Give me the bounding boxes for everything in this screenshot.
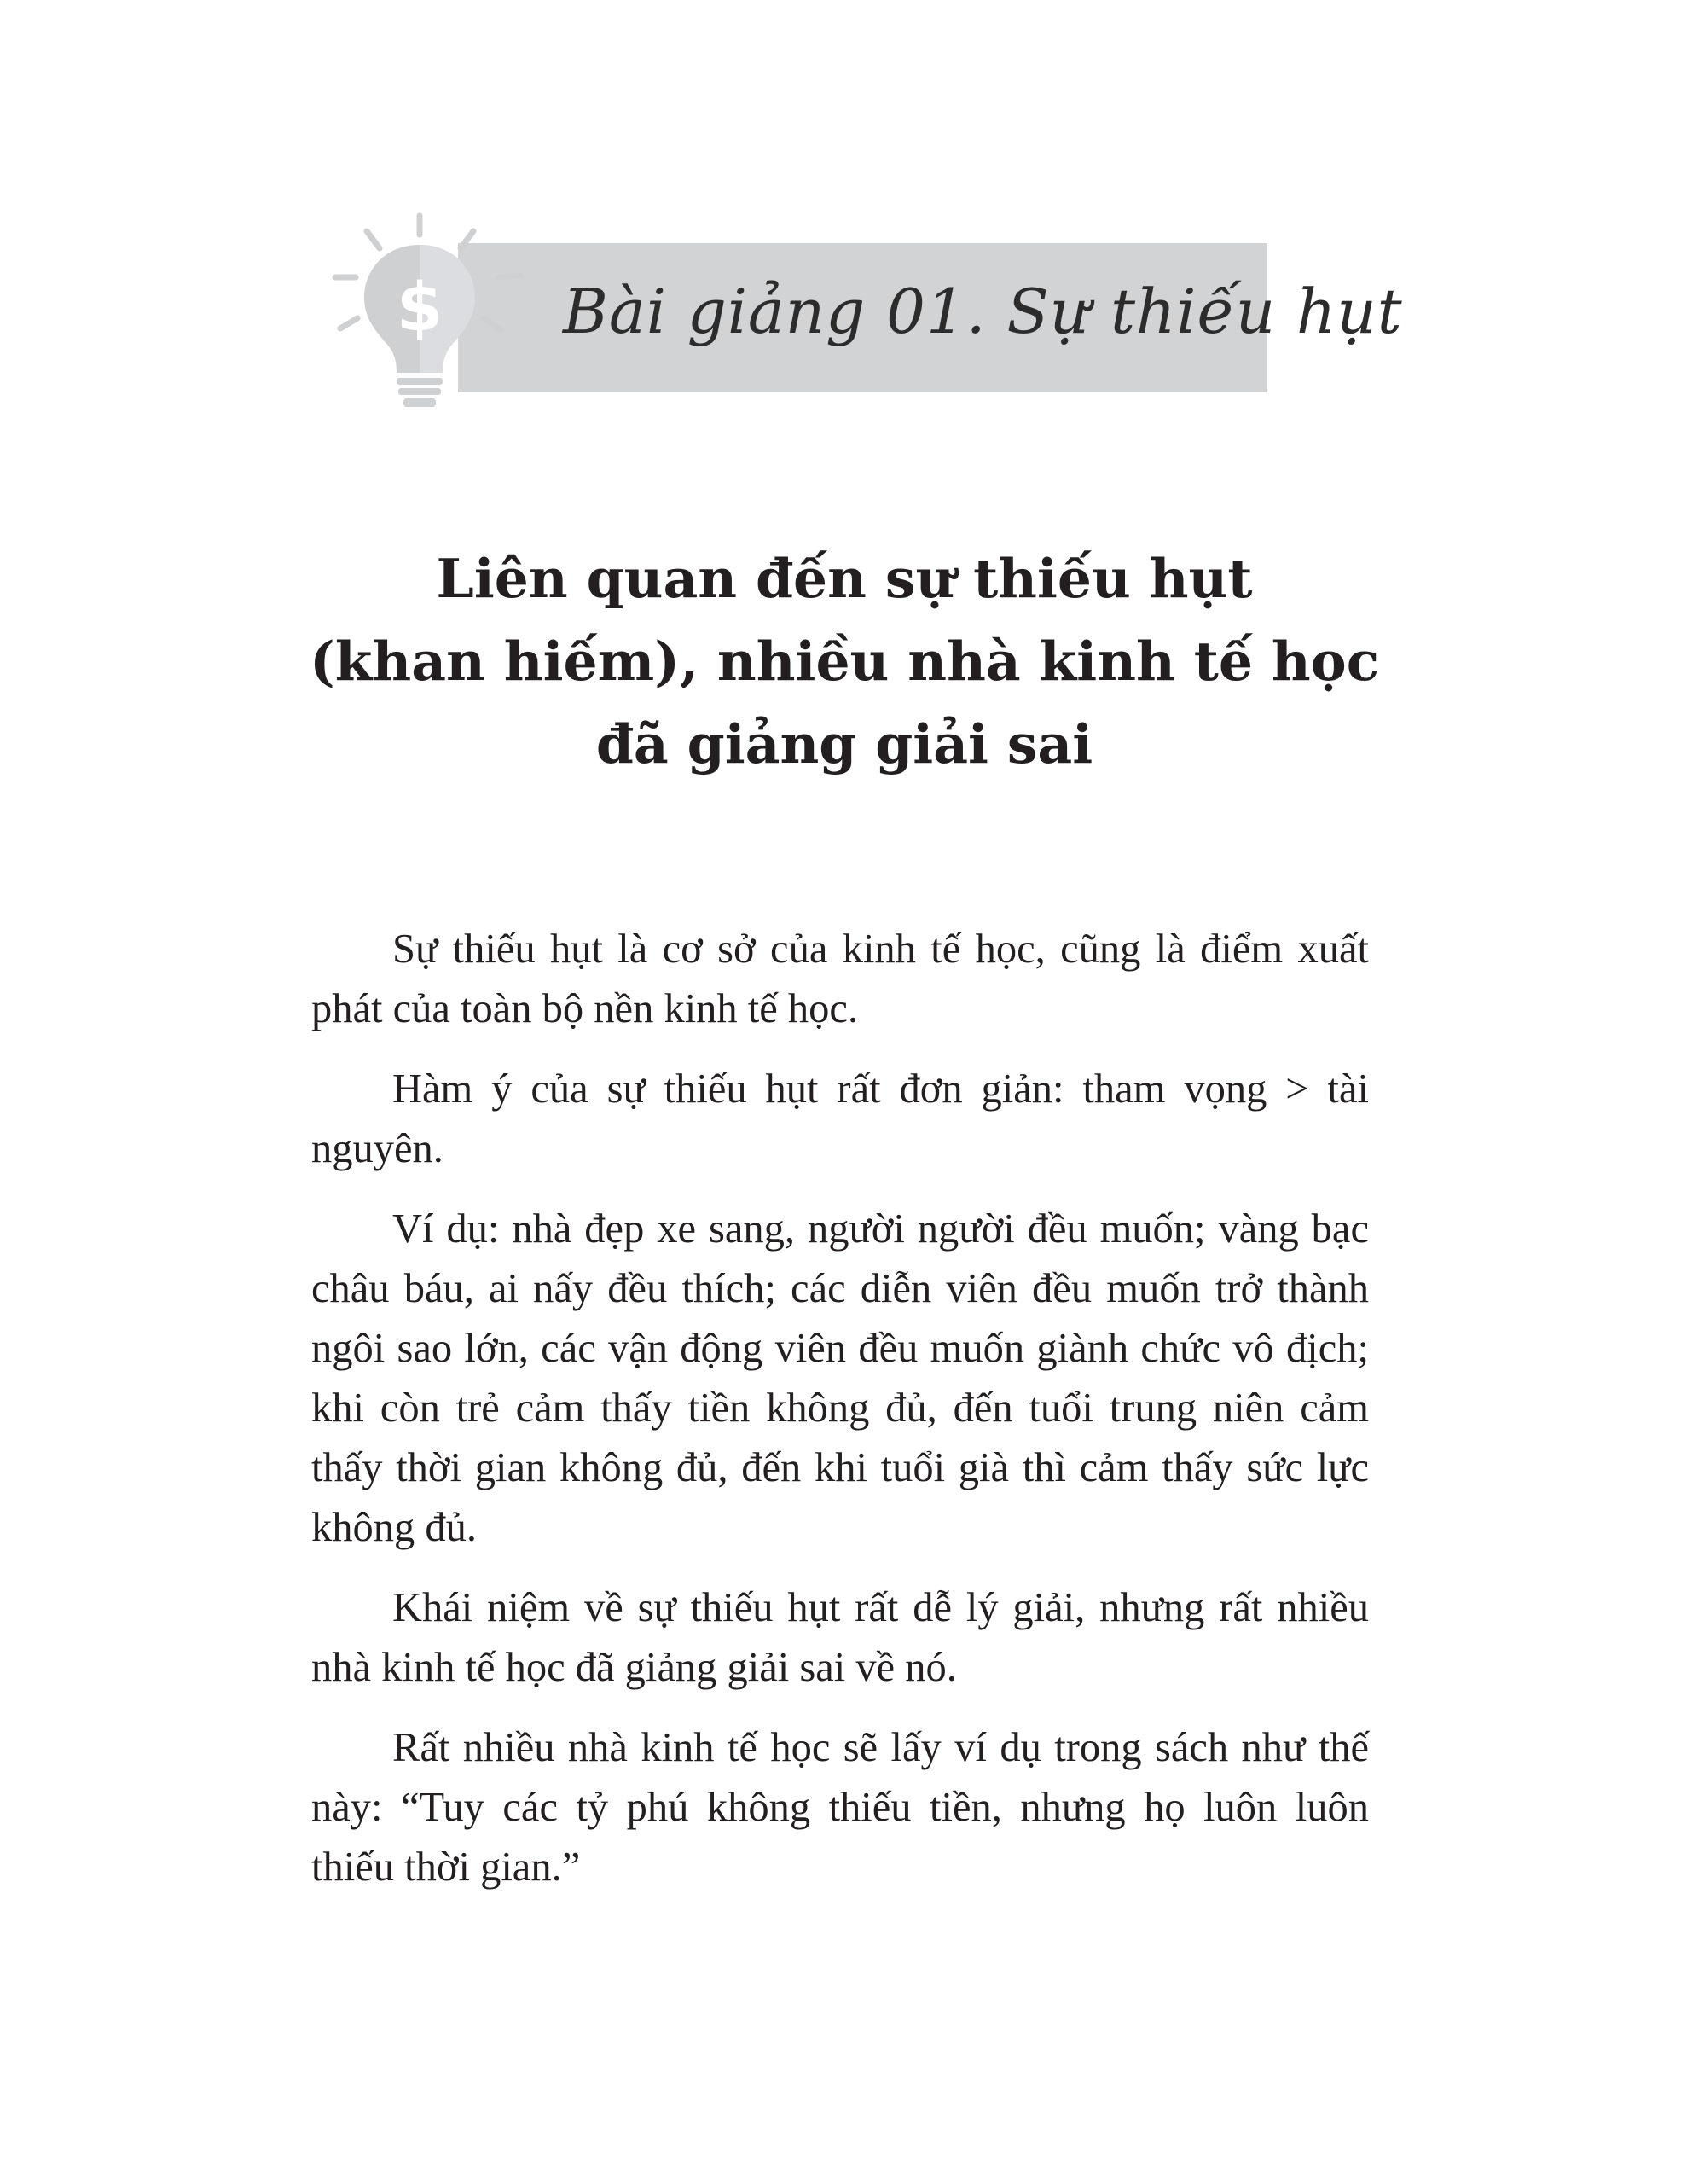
body-text	[311, 920, 1369, 1918]
section-headline	[281, 537, 1407, 786]
headline-line: đã giảng giải sai	[595, 712, 1093, 775]
headline-line: Liên quan đến sự thiếu hụt	[436, 547, 1253, 610]
paragraph: Rất nhiều nhà kinh tế học sẽ lấy ví dụ trong sách như thế này: “Tuy các tỷ phú không thiếu tiền, nhưng họ luôn luôn thiếu thời gian.”	[311, 1725, 1369, 1890]
chapter-header	[328, 209, 1403, 414]
svg-text:$: $	[396, 270, 443, 346]
paragraph: Sự thiếu hụt là cơ sở của kinh tế học, cũng là điểm xuất phát của toàn bộ nền kinh tế học.	[311, 926, 1369, 1031]
lightbulb-dollar-icon	[328, 209, 525, 414]
paragraph: Khái niệm về sự thiếu hụt rất dễ lý giải, nhưng rất nhiều nhà kinh tế học đã giảng giải sai về nó.	[311, 1585, 1369, 1690]
paragraph: Hàm ý của sự thiếu hụt rất đơn giản: tham vọng > tài nguyên.	[311, 1066, 1369, 1171]
headline-line: (khan hiếm), nhiều nhà kinh tế học	[309, 630, 1380, 693]
chapter-title: Bài giảng 01. Sự thiếu hụt	[563, 276, 1403, 347]
paragraph: Ví dụ: nhà đẹp xe sang, người người đều muốn; vàng bạc châu báu, ai nấy đều thích; các diễn viên đều muốn trở thành ngôi sao lớn, các vận động viên đều muốn giành chức vô địch; khi còn trẻ cảm thấy tiền không đủ, đến tuổi trung niên cảm thấy thời gian không đủ, đến khi tuổi già thì cảm thấy sức lực không đủ.	[311, 1206, 1369, 1550]
